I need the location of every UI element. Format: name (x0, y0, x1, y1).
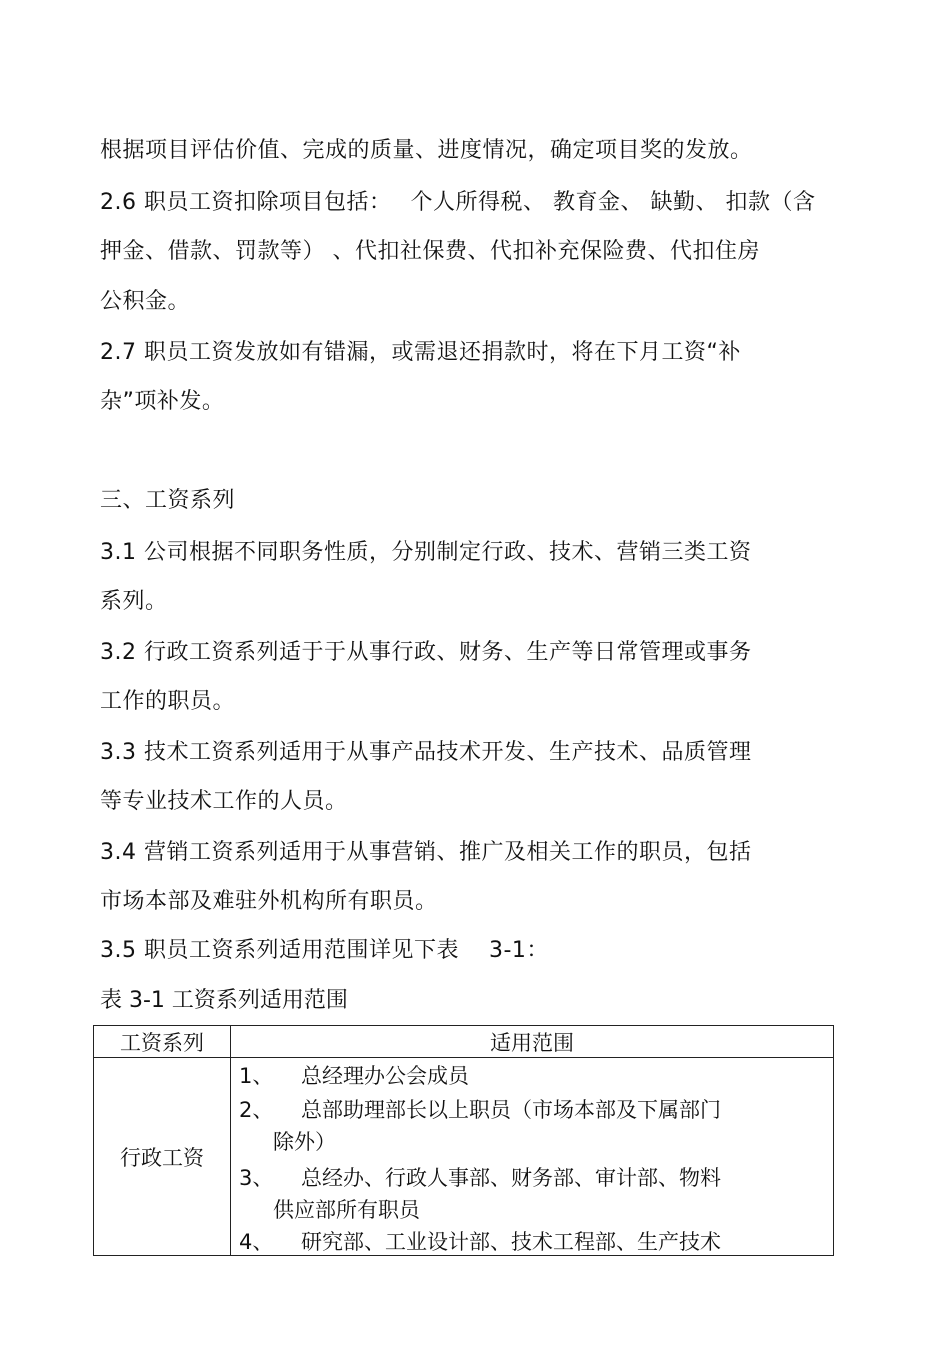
item-text-continued: 供应部所有职员 (273, 1198, 420, 1222)
paragraph-line: 3.2 行政工资系列适于于从事行政、财务、生产等日常管理或事务 (100, 640, 752, 665)
paragraph-line: 2.6 职员工资扣除项目包括： 个人所得税、 教育金、 缺勤、 扣款（含 (100, 190, 816, 215)
series-name-cell: 行政工资 (94, 1058, 231, 1256)
paragraph-line: 2.7 职员工资发放如有错漏，或需退还捐款时，将在下月工资“补 (100, 340, 741, 365)
paragraph-line: 工作的职员。 (100, 689, 236, 714)
item-text: 总部助理部长以上职员（市场本部及下属部门 (301, 1098, 721, 1122)
table-header-row (94, 1026, 834, 1058)
header-salary-series: 工资系列 (94, 1026, 231, 1058)
item-text: 总经办、行政人事部、财务部、审计部、物料 (301, 1166, 721, 1190)
paragraph-line: 市场本部及难驻外机构所有职员。 (100, 889, 438, 914)
paragraph-line: 3.3 技术工资系列适用于从事产品技术开发、生产技术、品质管理 (100, 740, 752, 765)
item-number: 1、 (239, 1064, 274, 1088)
item-text: 总经理办公会成员 (301, 1064, 469, 1088)
list-item (239, 1162, 769, 1226)
scope-cell (231, 1058, 834, 1256)
paragraph-line: 杂”项补发。 (100, 389, 225, 414)
item-number: 4、 (239, 1230, 274, 1254)
list-item (239, 1094, 769, 1158)
item-number: 2、 (239, 1098, 274, 1122)
item-text: 研究部、工业设计部、技术工程部、生产技术 (301, 1230, 721, 1254)
paragraph-line: 等专业技术工作的人员。 (100, 789, 348, 814)
paragraph-line: 根据项目评估价值、完成的质量、进度情况，确定项目奖的发放。 (100, 138, 753, 163)
section-heading: 三、工资系列 (100, 488, 236, 513)
list-item (239, 1060, 769, 1092)
table-caption: 表 3-1 工资系列适用范围 (100, 988, 348, 1013)
item-text-continued: 除外） (273, 1130, 336, 1154)
paragraph-line: 3.5 职员工资系列适用范围详见下表 3-1： (100, 938, 549, 963)
item-number: 3、 (239, 1166, 274, 1190)
salary-series-table (93, 1025, 834, 1256)
paragraph-line: 3.4 营销工资系列适用于从事营销、推广及相关工作的职员，包括 (100, 840, 752, 865)
paragraph-line: 3.1 公司根据不同职务性质，分别制定行政、技术、营销三类工资 (100, 540, 752, 565)
header-applicable-scope: 适用范围 (231, 1026, 834, 1058)
list-item (239, 1226, 769, 1255)
paragraph-line: 系列。 (100, 589, 168, 614)
table-row (94, 1058, 834, 1256)
paragraph-line: 押金、借款、罚款等） 、代扣社保费、代扣补充保险费、代扣住房 (100, 239, 760, 264)
scope-list (231, 1058, 833, 1255)
paragraph-line: 公积金。 (100, 289, 191, 314)
